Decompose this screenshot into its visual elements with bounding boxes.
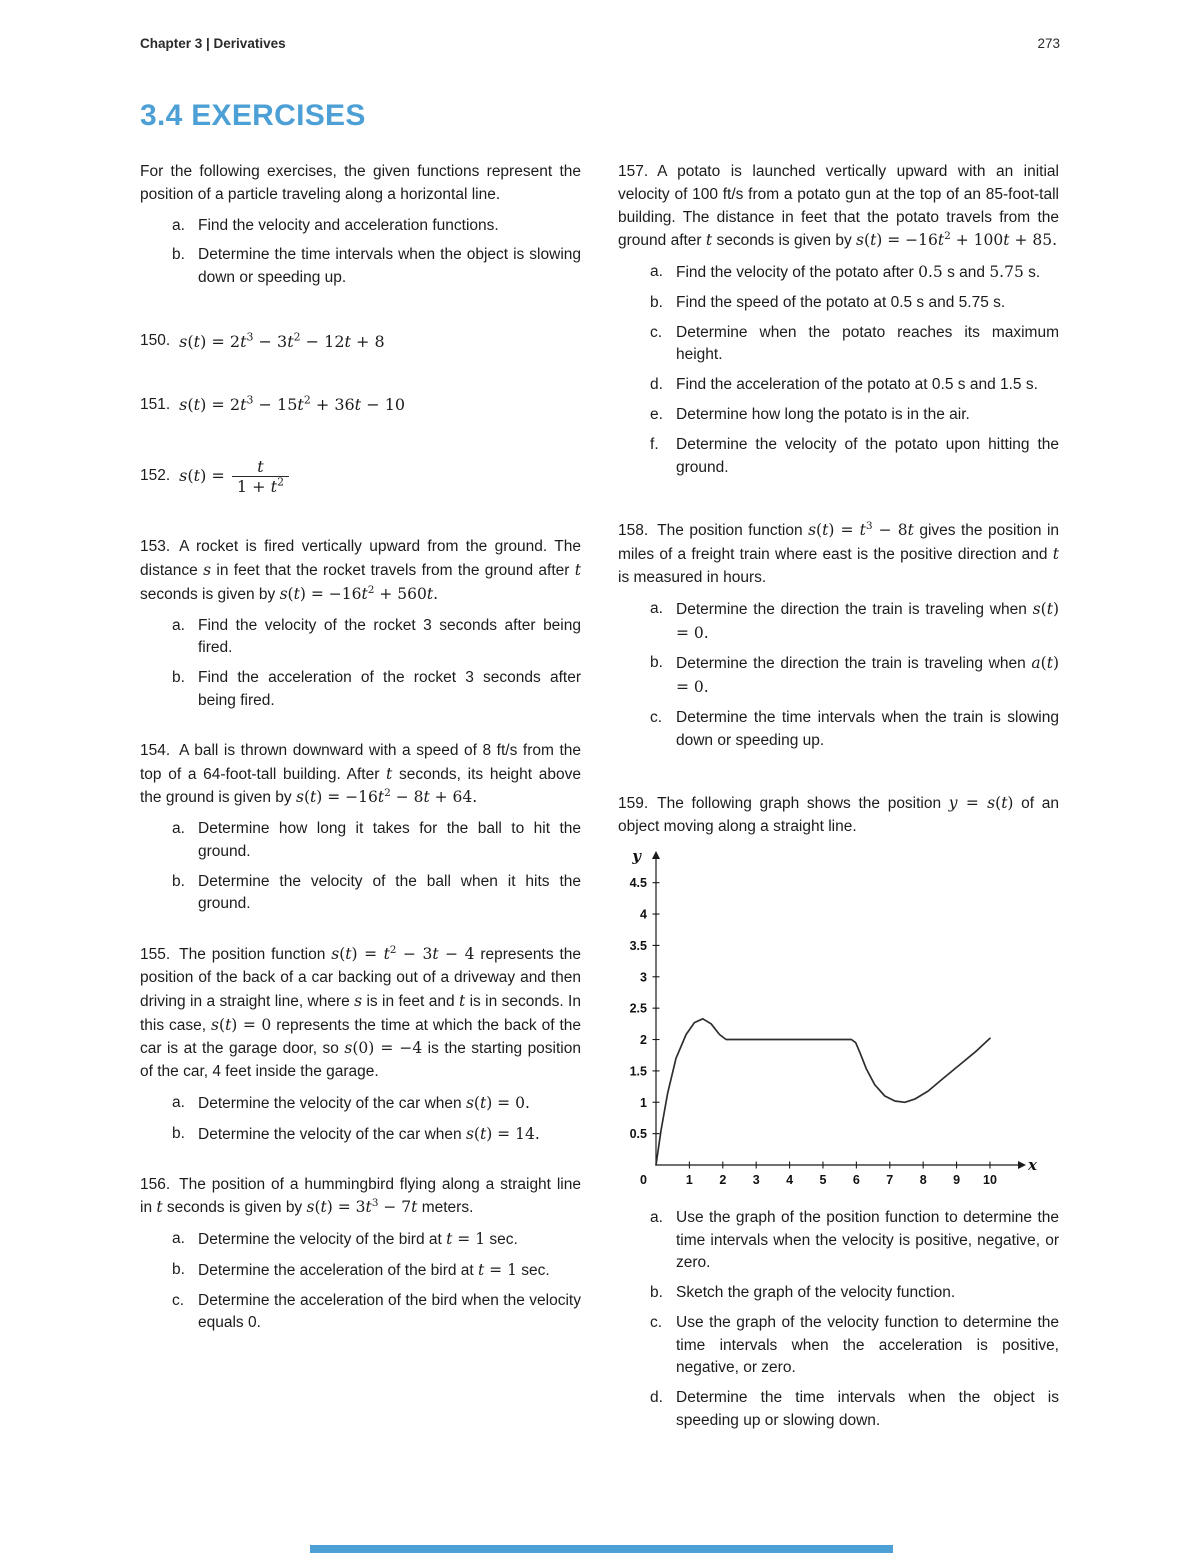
problem-155 [140,943,581,1146]
right-column [618,161,1059,1433]
intro-text: For the following exercises, the given functions represent the position of a particle traveling along a horizontal line. [140,163,581,203]
part-a: Determine the direction the train is traveling when s(t) = 0. [676,599,1059,642]
svg-text:8: 8 [919,1172,927,1187]
svg-text:0: 0 [640,1172,647,1187]
problem-number: 158. [618,522,649,540]
svg-text:5: 5 [819,1172,827,1187]
part-b: Determine the velocity of the ball when it hits the ground. [198,872,581,913]
problem-number: 150. [140,332,171,350]
part-b: Determine the acceleration of the bird at t = 1 sec. [198,1260,550,1279]
svg-text:7: 7 [886,1172,894,1187]
svg-text:2.5: 2.5 [629,1001,647,1016]
problem-158 [618,519,1059,752]
problem-153-parts [172,615,581,713]
problem-number: 153. [140,538,171,556]
problem-body: A rocket is fired vertically upward from the ground. The distance s in feet that the rocket travels from the ground after t seconds is given by $s(t) = -16t^2 + 560t$. [140,538,581,603]
svg-text:10: 10 [983,1172,997,1187]
part-a: Determine the velocity of the bird at t = 1 sec. [198,1230,518,1249]
problem-153 [140,536,581,712]
problem-body: The position function $s(t) = t^2 - 3t - 4$ represents the position of the back of a car backing out of a driveway and then driving in a straight line, where s is in feet and t is in seconds. In this case, s(t) = 0 represents the time at which the back of the car is at the garage door, so s(0) = −4 is the starting position of the car, 4 feet inside the garage. [140,944,582,1081]
problem-body: The following graph shows the position y = s(t) of an object moving along a straight line. [618,794,1060,836]
problem-154-text [140,740,581,810]
page-number: 273 [1037,36,1060,51]
problem-158-text [618,519,1059,589]
problem-156 [140,1174,581,1336]
problem-156-text [140,1174,581,1221]
problem-number: 155. [140,946,171,964]
part-b: Find the speed of the potato at 0.5 s and 5.75 s. [676,293,1006,311]
part-a: Determine the velocity of the car when s(t) = 0. [198,1093,530,1112]
part-c: Determine the time intervals when the train is slowing down or speeding up. [676,708,1059,749]
position-graph-figure [610,849,1059,1199]
part-d: Find the acceleration of the potato at 0.5 s and 1.5 s. [676,376,1038,394]
section-title: 3.4 EXERCISES [140,99,366,132]
problem-154-parts [172,818,581,916]
problem-body: The position of a hummingbird flying along a straight line in t seconds is given by $s(t) = 3t^3 - 7t$ meters. [140,1175,581,1217]
part-d: Determine the time intervals when the object is speeding up or slowing down. [676,1389,1059,1429]
problem-number: 157. [618,163,649,180]
problem-152-formula [140,457,581,496]
part-b: Determine the direction the train is traveling when a(t) = 0. [676,654,1059,697]
part-a: Use the graph of the position function to determine the time intervals when the velocity is positive, negative, or zero. [676,1208,1059,1272]
problem-158-parts [650,598,1059,753]
left-column [140,161,581,1433]
problem-number: 152. [140,467,171,485]
problem-number: 151. [140,395,171,413]
problem-151-formula [140,393,581,417]
exercises-intro [140,161,581,290]
svg-text:3: 3 [640,970,647,985]
footer-accent-bar [310,1545,893,1553]
svg-text:9: 9 [953,1172,961,1187]
intro-parts [172,215,581,290]
problem-body: A potato is launched vertically upward with an initial velocity of 100 ft/s from a potato gun at the top of an 85-foot-tall building. The distance in feet that the potato travels from the ground after t seconds is given by $s(t) = -16t^2 + 100t + 85$. [618,163,1059,250]
svg-text:1.5: 1.5 [629,1064,647,1079]
part-f: Determine the velocity of the potato upon hitting the ground. [676,435,1059,476]
problem-159-text [618,792,1059,839]
problem-155-parts [172,1092,581,1147]
problem-body: A ball is thrown downward with a speed of 8 ft/s from the top of a 64-foot-tall building. After t seconds, its height above the ground is given by $s(t) = -16t^2 - 8t + 64$. [140,741,581,807]
two-column-layout [140,161,1060,1433]
problem-153-text [140,536,581,606]
problem-159 [618,792,1059,1432]
part-c: Use the graph of the velocity function to determine the time intervals when the acceleration is positive, negative, or zero. [676,1313,1059,1377]
chapter-running-head: Chapter 3 | Derivatives [140,36,286,51]
part-b: Determine the velocity of the car when s(t) = 14. [198,1124,540,1143]
svg-text:4: 4 [640,907,647,922]
part-e: Determine how long the potato is in the air. [676,406,970,424]
part-b: Find the acceleration of the rocket 3 seconds after being fired. [198,669,581,709]
svg-text:3: 3 [752,1172,760,1187]
svg-text:2: 2 [719,1172,727,1187]
problem-150 [140,330,581,354]
problem-155-text [140,943,581,1084]
problem-number: 159. [618,795,649,813]
part-c: Determine the acceleration of the bird when the velocity equals 0. [198,1291,581,1332]
svg-text:6: 6 [852,1172,860,1187]
part-a: Find the velocity of the potato after 0.5 s and 5.75 s. [676,263,1041,282]
problem-157-text [618,161,1059,253]
intro-part-b: Determine the time intervals when the object is slowing down or speeding up. [198,246,581,287]
svg-text:2: 2 [640,1032,647,1047]
problem-151 [140,393,581,417]
problem-157-parts [650,261,1059,479]
problem-157 [618,161,1059,479]
problem-156-parts [172,1228,581,1335]
intro-part-a: Find the velocity and acceleration functions. [198,216,499,234]
formula: $s(t) = 2t^3 - 15t^2 + 36t - 10$ [179,394,406,415]
problem-154 [140,740,581,916]
formula: $s(t) = 2t^3 - 3t^2 - 12t + 8$ [179,330,385,351]
page-header [140,36,1060,51]
part-b: Sketch the graph of the velocity function. [676,1284,956,1302]
part-a: Determine how long it takes for the ball to hit the ground. [198,820,581,860]
svg-text:0.5: 0.5 [629,1127,647,1142]
svg-text:y: y [632,848,641,865]
problem-number: 154. [140,741,171,759]
svg-text:1: 1 [685,1172,693,1187]
svg-text:3.5: 3.5 [629,938,647,953]
problem-159-parts [650,1207,1059,1433]
part-c: Determine when the potato reaches its maximum height. [676,323,1059,364]
svg-text:x: x [1028,1155,1037,1174]
problem-152 [140,457,581,496]
formula: s(t) = $\frac{t}{1 + t^2}$ [179,457,291,496]
problem-150-formula [140,330,581,354]
part-a: Find the velocity of the rocket 3 seconds after being fired. [198,616,581,657]
position-graph [610,849,1046,1191]
problem-number: 156. [140,1175,171,1193]
svg-text:1: 1 [640,1095,647,1110]
svg-text:4.5: 4.5 [629,876,647,891]
problem-body: The position function $s(t) = t^3 - 8t$ gives the position in miles of a freight train where east is the positive direction and t is measured in hours. [618,520,1060,586]
svg-text:4: 4 [786,1172,794,1187]
